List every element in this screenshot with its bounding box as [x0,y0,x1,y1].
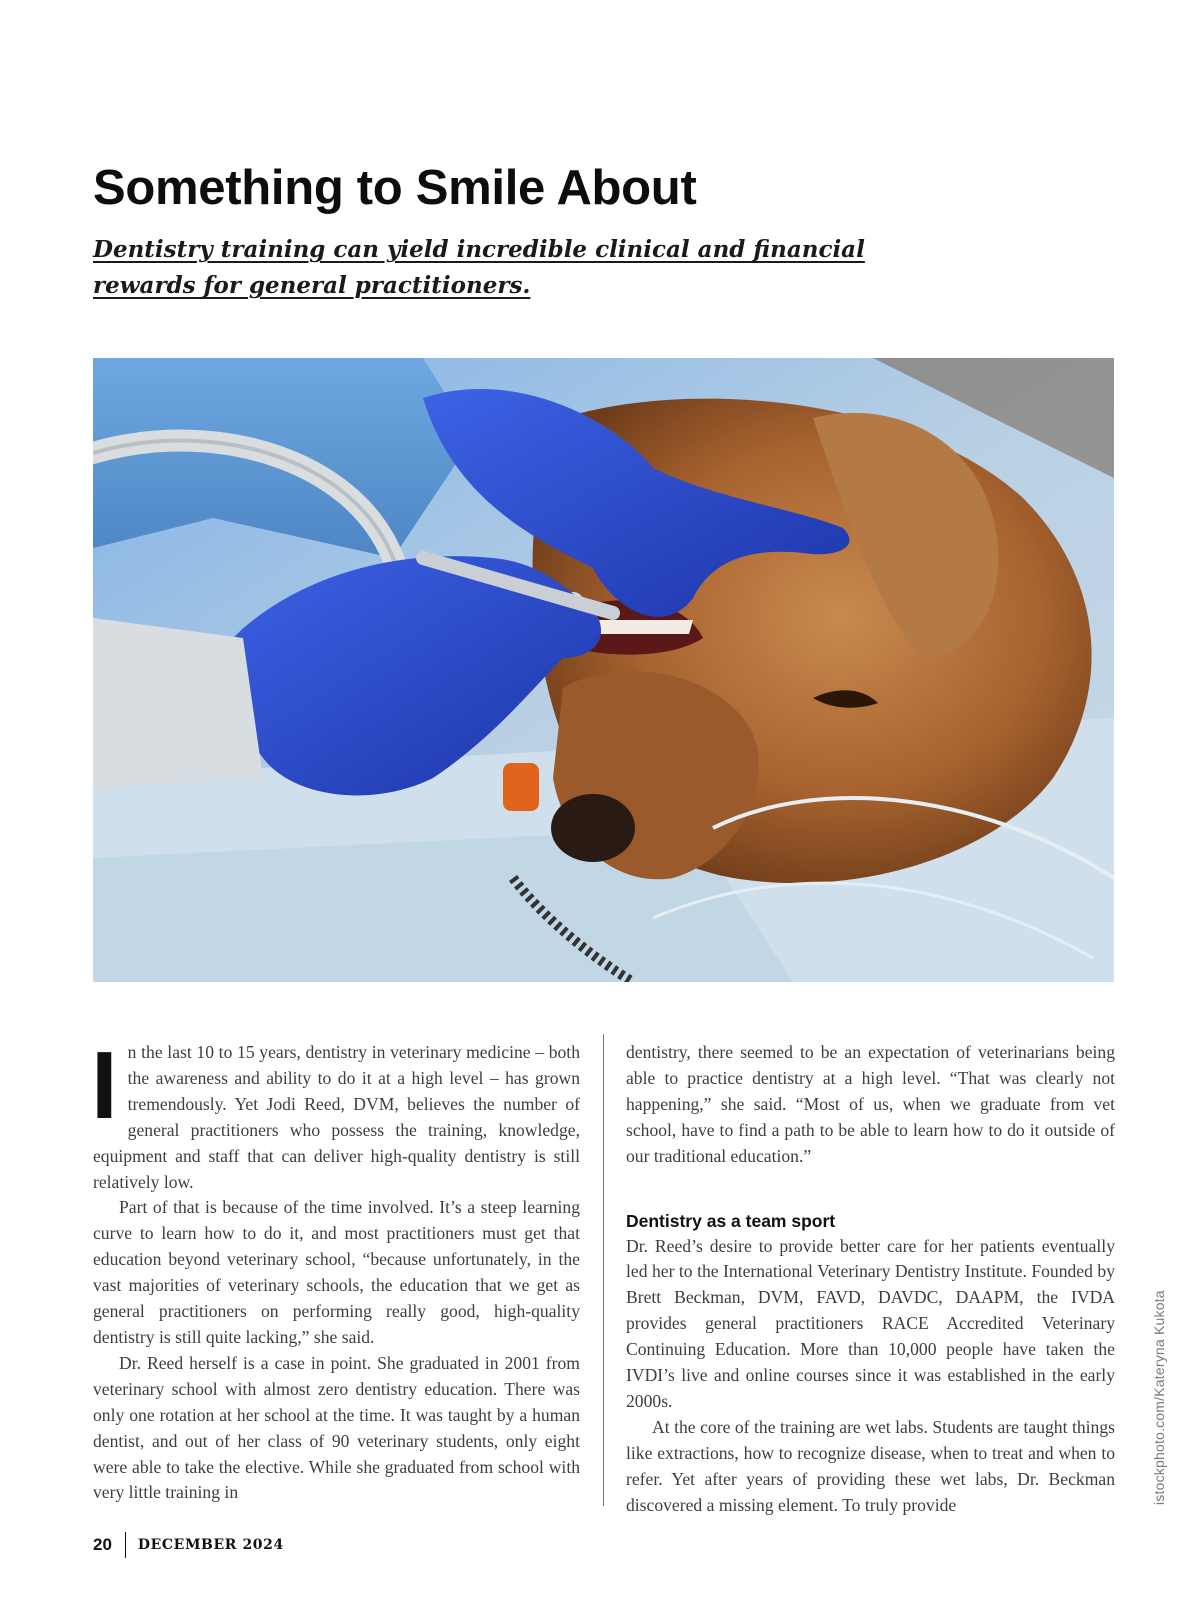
paragraph-3: Dr. Reed herself is a case in point. She graduated in 2001 from veterinary school with almost zero dentistry education. There was only one rotation at her school at the time. It was taught by a human dentist, and out of her class of 90 veterinary students, only eight were able to take the elective. While she graduated from school with very little training in [93,1352,580,1503]
drop-cap: I [91,1032,118,1139]
footer-divider [125,1532,126,1558]
article-title: Something to Smile About [93,161,697,215]
paragraph-3-continued: dentistry, there seemed to be an expectation of veterinarians being able to practice dentistry at a high level. “That was clearly not happening,” she said. “Most of us, when we graduate from vet school, have to find a path to be able to learn how to do it outside of our traditional education.” [626,1042,1115,1166]
dog-dental-procedure-illustration [93,358,1114,982]
paragraph-1 [91,1032,580,1195]
paragraph-1-text: n the last 10 to 15 years, dentistry in veterinary medicine – both the awareness and ability to do it at a high level – has grown tremendously. Yet Jodi Reed, DVM, believes the number of general practitioners who possess the training, knowledge, equipment and staff that can deliver high-quality dentistry is still relatively low. [93,1042,580,1192]
paragraph-5: At the core of the training are wet labs. Students are taught things like extractions, how to recognize disease, when to treat and when to refer. Yet after years of providing these wet labs, Dr. Beckman discovered a missing element. To truly provide [626,1416,1115,1515]
photo-credit: istockphoto.com/Kateryna Kukota [1151,1290,1167,1505]
page-number: 20 [93,1535,112,1554]
hero-photo [93,358,1114,982]
article-column-1 [91,1032,580,1506]
paragraph-2: Part of that is because of the time involved. It’s a steep learning curve to learn how to do it, and most practitioners must get that education beyond veterinary school, “because unfortunately, in the vast majorities of veterinary schools, the education that we get as general practitioners on performing really good, high-quality dentistry is still quite lacking,” she said. [93,1197,580,1347]
paragraph-4: Dr. Reed’s desire to provide better care for her patients eventually led her to the International Veterinary Dentistry Institute. Founded by Brett Beckman, DVM, FAVD, DAVDC, DAAPM, the IVDA provides general practitioners RACE Accredited Veterinary Continuing Education. More than 10,000 people have taken the IVDI’s live and online courses since it was established in the early 2000s. [626,1235,1115,1411]
section-subhead: Dentistry as a team sport [626,1210,836,1231]
issue-date: DECEMBER 2024 [137,1537,284,1553]
page-footer [93,1532,284,1558]
article-subtitle: Dentistry training can yield incredible clinical and financial rewards for general practitioners. [93,236,865,299]
column-divider [603,1034,604,1506]
article-column-2 [626,1040,1115,1519]
